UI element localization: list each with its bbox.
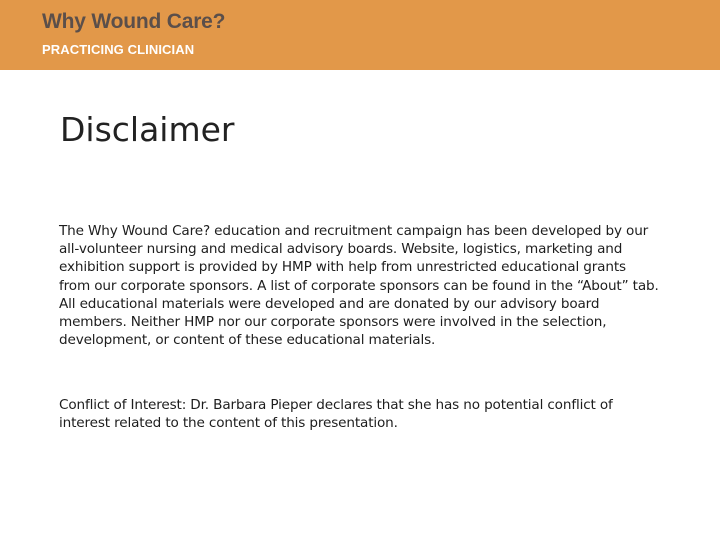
header-banner — [0, 0, 720, 70]
disclaimer-paragraph: The Why Wound Care? education and recruitment campaign has been developed by our all-volunteer nursing and medical advisory boards. Website, logistics, marketing and exhibition support is provided by HMP with help from unrestricted educational grants from our corporate sponsors. A list of corporate sponsors can be found in the “About” tab. All educational materials were developed and are donated by our advisory board members. Neither HMP nor our corporate sponsors were involved in the selection, development, or content of these educational materials. — [59, 223, 659, 349]
page-title: Disclaimer — [60, 110, 235, 149]
header-subtitle: PRACTICING CLINICIAN — [42, 42, 195, 57]
header-title: Why Wound Care? — [42, 10, 226, 33]
conflict-of-interest-paragraph: Conflict of Interest: Dr. Barbara Pieper declares that she has no potential conflict of interest related to the content of this presentation. — [59, 397, 613, 432]
